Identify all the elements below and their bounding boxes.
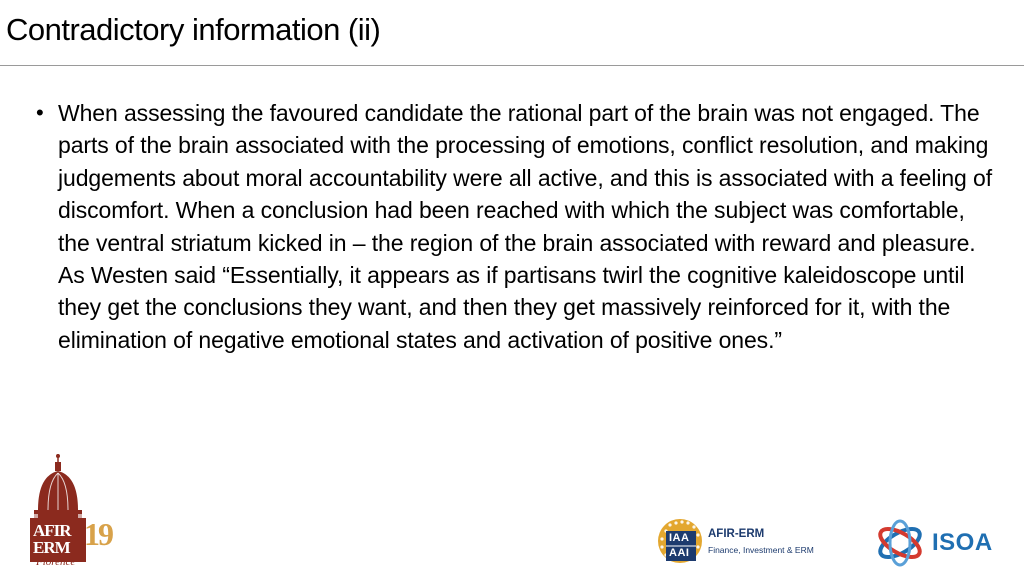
afir-logo-line2: ERM (33, 538, 70, 557)
bullet-marker: • (36, 100, 44, 125)
isoa-logo (874, 518, 994, 568)
afir-logo-year: 19 (84, 516, 112, 552)
isoa-name: ISOA (932, 529, 993, 556)
iaa-badge-top: IAA (669, 532, 690, 544)
slide-title: Contradictory information (ii) (6, 12, 381, 47)
afir-logo-line1: AFIR (33, 521, 71, 540)
slide-body (34, 97, 994, 356)
iaa-section-tagline: Finance, Investment & ERM (708, 545, 814, 555)
title-divider (0, 65, 1024, 66)
afir-logo-city: Florence (36, 556, 76, 568)
iaa-afir-erm-logo (656, 515, 816, 567)
iaa-section-name: AFIR-ERM (708, 528, 765, 540)
iaa-badge-bottom: AAI (669, 547, 690, 559)
afir-erm-19-logo (30, 452, 120, 572)
bullet-text: When assessing the favoured candidate the rational part of the brain was not engaged. The parts of the brain associated with the processing of emotions, conflict resolution, and making judgements about moral accountability were all active, and this is associated with a feeling of discomfort. When a conclusion had been reached with which the subject was comfortable, the ventral striatum kicked in – the region of the brain associated with reward and pleasure. As Westen said “Essentially, it appears as if partisans twirl the cognitive kaleidoscope until they get the conclusions they want, and then they get massively reinforced for it, with the elimination of negative emotional states and activation of positive ones.” (58, 100, 993, 353)
isoa-orbit-icon (874, 518, 926, 568)
bullet-item (34, 97, 994, 356)
